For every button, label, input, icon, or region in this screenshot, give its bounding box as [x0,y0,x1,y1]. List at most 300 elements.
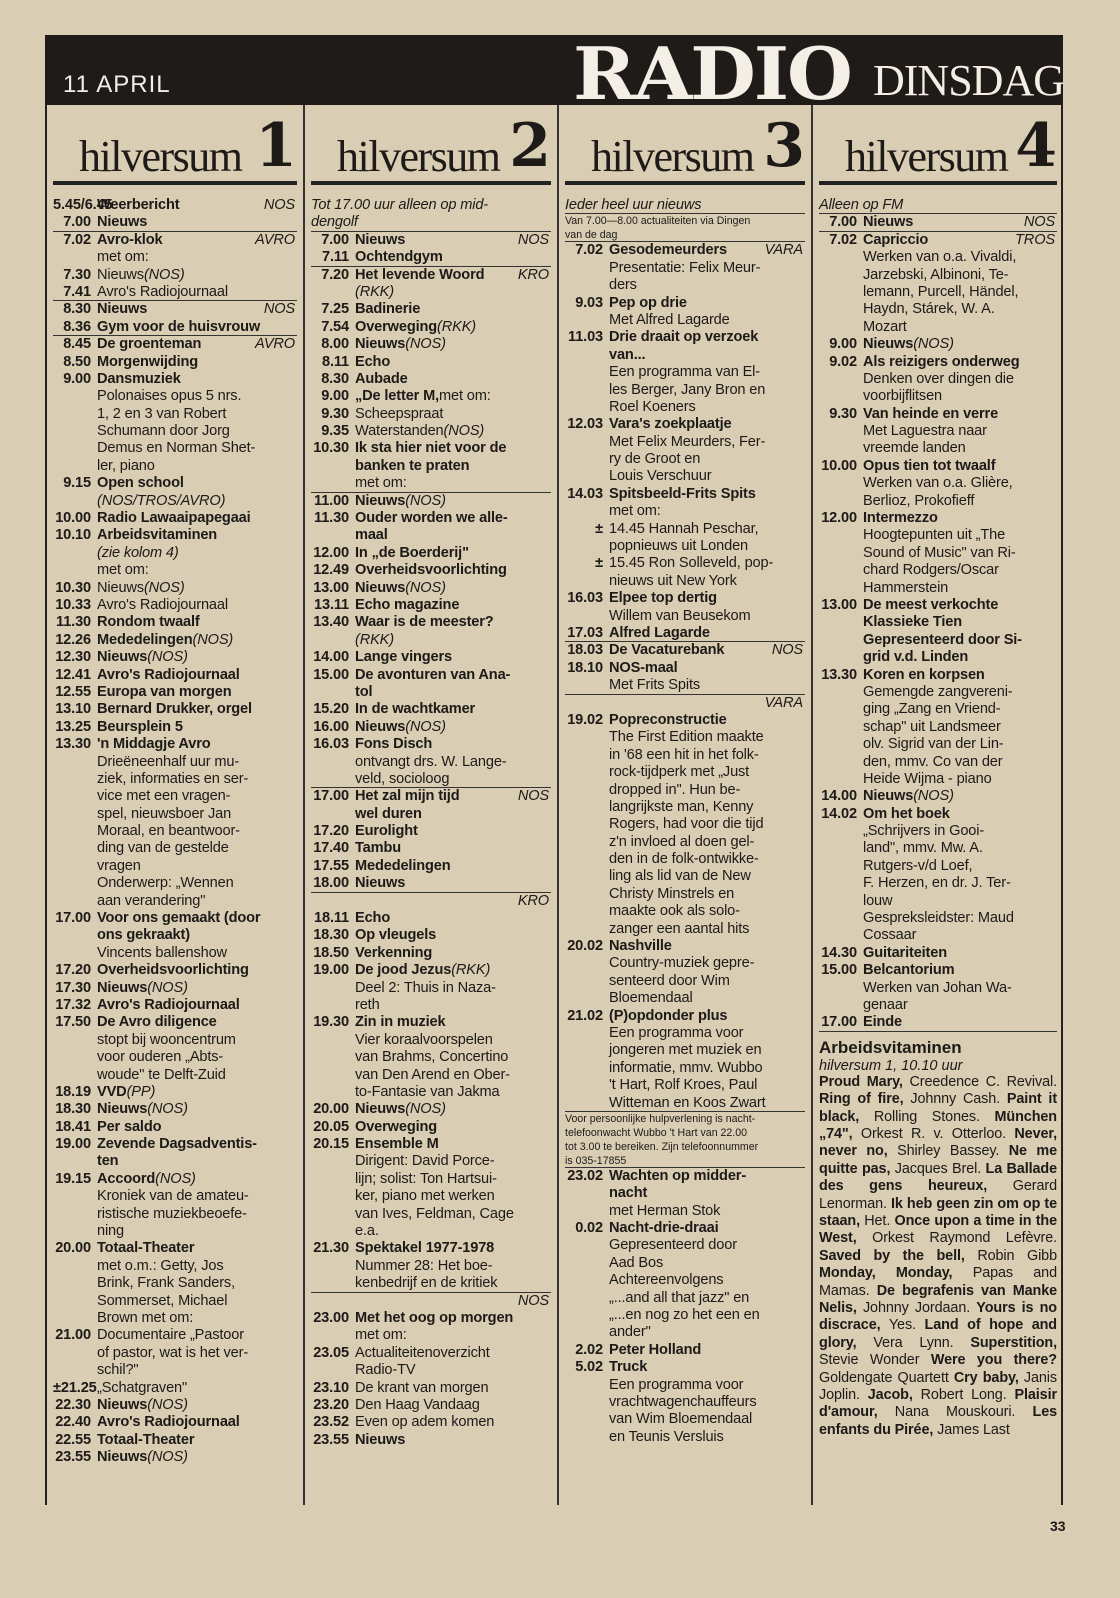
program-info: Christy Minstrels en [609,885,735,902]
time: 18.03 [567,642,603,659]
time: 12.49 [313,562,349,579]
time: 11.30 [314,510,349,527]
schedule-line [311,423,551,440]
schedule-line [311,1362,551,1379]
schedule-line [565,555,805,572]
program-title: Open school [97,475,184,492]
time: 19.02 [567,711,603,728]
time [53,840,97,857]
time [565,364,609,381]
program-info: Gepresenteerd door [609,1237,737,1254]
song-title: Plaisir d'amour, [819,1387,1057,1421]
time: 13.00 [313,579,349,596]
song-title: Les enfants du Pirée, [819,1404,1057,1438]
time: 15.00 [313,666,349,683]
schedule-line [53,649,297,666]
time: 8.30 [321,370,349,387]
schedule-line [819,284,1057,301]
schedule-line [311,1049,551,1066]
program-info: Vincents ballenshow [97,944,227,961]
program-info: ler, piano [97,457,155,474]
program-info: Met Laguestra naar [863,423,987,440]
schedule-line [311,754,551,771]
time [53,493,97,510]
program-info: van Brahms, Concertino [355,1049,509,1066]
time: 9.00 [829,336,857,353]
program-info: ristische muziekbeoefe- [97,1205,247,1222]
schedule-line [311,1206,551,1223]
broadcaster: NOS [263,301,295,318]
schedule-line [311,1258,551,1275]
schedule-line [311,1136,551,1153]
station-number: 4 [1015,111,1057,181]
song-artist: Johnny Cash. [903,1091,1007,1108]
column-hilversum-4 [811,105,1063,1505]
time: 7.54 [321,318,349,335]
program-info: Werken van o.a. Glière, [863,475,1013,492]
program-info: van Den Arend en Ober- [355,1066,510,1083]
time [819,284,863,301]
schedule-line [819,580,1057,597]
time [819,527,863,544]
time [819,562,863,579]
schedule-line [565,1185,805,1202]
schedule-line [311,336,551,353]
time: 13.00 [821,596,857,613]
program-info: zanger een aantal hits [609,920,750,937]
schedule-line [311,1293,551,1310]
time [819,493,863,510]
time: 17.00 [55,910,91,927]
program-info: Hammerstein [863,579,949,596]
schedule-line [53,806,297,823]
schedule-line [565,868,805,885]
schedule-line [565,1272,805,1289]
time [311,997,355,1014]
time [565,1377,609,1394]
program-info: lemann, Purcell, Händel, [863,283,1019,300]
program-note: (NOS) [405,579,446,596]
schedule-line [311,771,551,788]
time: 16.00 [313,718,349,735]
program-title: Drie draait op verzoek [609,329,759,346]
time [565,277,609,294]
page-number: 33 [1050,1518,1066,1534]
schedule-line [53,997,297,1014]
program-title: Voor ons gemaakt (door [97,910,261,927]
schedule-line [819,719,1057,736]
program-info: De krant van morgen [355,1379,489,1396]
schedule-line [819,197,1057,214]
schedule-line [53,1084,297,1101]
time: 7.30 [63,266,91,283]
program-title: Avro's Radiojournaal [97,996,240,1013]
schedule-line [819,388,1057,405]
time [311,284,355,301]
time: 23.55 [55,1449,91,1466]
schedule-line [819,214,1057,231]
program-info: Demus en Norman Shet- [97,440,256,457]
time [565,451,609,468]
station-name: hilversum [79,132,242,181]
time [819,475,863,492]
program-info: senteerd door Wim [609,972,730,989]
time [311,458,355,475]
schedule-line [565,660,805,677]
time: 21.00 [55,1327,91,1344]
schedule-line [311,301,551,318]
schedule-line [53,1014,297,1031]
time [53,562,97,579]
time [53,927,97,944]
song-artist: Jacques Brel. [890,1160,986,1177]
program-title: Lange vingers [355,649,452,666]
song-artist: James Last [933,1421,1010,1438]
schedule-line [53,1136,297,1153]
schedule-line [819,336,1057,353]
schedule-line [565,677,805,694]
schedule-line [565,1008,805,1025]
schedule-line [565,834,805,851]
program-info: Brown met om: [97,1310,194,1326]
time: 12.30 [55,649,91,666]
time: 9.30 [321,405,349,422]
schedule-line [53,284,297,301]
time [819,701,863,718]
time: 17.00 [313,788,349,805]
header-bar [45,31,1064,116]
program-info: Rutgers-v/d Loef, [863,857,973,874]
song-artist: Het. [860,1213,895,1229]
schedule-line [819,875,1057,892]
schedule-line [565,468,805,485]
time [565,677,609,693]
program-title: Intermezzo [863,510,938,527]
schedule-line [53,1101,297,1118]
program-info: e.a. [355,1223,379,1240]
time [565,973,609,990]
program-info: rock-tijdperk met „Just [609,764,750,781]
program-info: olv. Sigrid van der Lin- [863,736,1004,753]
schedule-line [311,649,551,666]
program-title: Nieuws [355,579,406,596]
schedule-line [565,228,805,242]
program-info: met om: [97,562,149,579]
program-title: wel duren [355,805,422,822]
program-title: Badinerie [355,301,421,318]
schedule-list [565,197,805,1446]
schedule-line [53,771,297,788]
time: 10.33 [55,596,91,613]
program-title: Totaal-Theater [97,1240,195,1257]
schedule-line [53,1067,297,1084]
program-info: met om: [355,1327,407,1344]
song-title: München „74", [819,1108,1057,1142]
program-title: Belcantorium [863,962,955,979]
time: 17.03 [567,624,603,641]
schedule-line [565,197,805,214]
program-info: Cossaar [863,927,917,944]
time: 12.26 [55,631,91,648]
program-title: Dansmuziek [97,370,181,387]
schedule-line [53,840,297,857]
schedule-line [819,319,1057,336]
schedule-line [311,493,551,510]
program-title: Het zal mijn tijd [355,788,460,805]
time [53,893,97,910]
schedule-line [53,858,297,875]
section-title: Arbeidsvitaminen [819,1037,962,1057]
schedule-line [565,538,805,555]
schedule-line [311,1414,551,1431]
program-title: Totaal-Theater [97,1431,195,1448]
program-title: Spektakel 1977-1978 [355,1240,495,1257]
schedule-line [565,1154,805,1168]
schedule-line [311,962,551,979]
schedule-line [311,1032,551,1049]
program-title: Echo [355,910,391,927]
time [819,684,863,701]
schedule-line [565,695,805,712]
schedule-line [565,938,805,955]
schedule-line [565,1126,805,1140]
program-title: ons gekraakt) [97,927,190,944]
time [565,399,609,416]
time [311,1032,355,1049]
schedule-line [565,503,805,520]
program-note: (RKK) [355,631,394,648]
time [311,1084,355,1101]
schedule-line [53,1380,297,1397]
schedule-line [819,545,1057,562]
schedule-line [311,1345,551,1362]
program-info: ging „Zang en Vriend- [863,701,1001,718]
program-note: (NOS/TROS/AVRO) [97,492,226,509]
program-info: Nieuws [97,266,144,283]
time: 18.30 [55,1101,91,1118]
time [311,806,355,823]
schedule-line [565,1377,805,1394]
program-note: (NOS) [147,649,188,666]
schedule-line [53,197,297,214]
schedule-line [311,1223,551,1240]
time: 10.10 [55,527,91,544]
schedule-line [311,1240,551,1257]
schedule-line [53,910,297,927]
program-info: les Berger, Jany Bron en [609,381,766,398]
time [819,423,863,440]
time [565,886,609,903]
schedule-line [565,399,805,416]
schedule-line [311,527,551,544]
schedule-line [819,371,1057,388]
time [565,1324,609,1341]
schedule-line [311,1171,551,1188]
schedule-line [819,945,1057,962]
schedule-line [311,875,551,892]
schedule-line [53,1032,297,1049]
program-info: vragen [97,857,141,874]
time [819,910,863,927]
program-info: Kroniek van de amateu- [97,1188,249,1205]
schedule-line [311,562,551,579]
program-note: (NOS) [405,336,446,353]
time [565,382,609,399]
time: 17.00 [821,1014,857,1031]
schedule-line [311,893,551,910]
time: 23.52 [313,1414,349,1431]
time: 23.20 [313,1396,349,1413]
schedule-line [311,214,551,231]
station-heading [565,105,805,185]
time [565,851,609,868]
broadcaster: NOS [517,1292,549,1309]
schedule-line [311,1397,551,1414]
schedule-line [311,684,551,701]
schedule-line [565,955,805,972]
schedule-line [819,667,1057,684]
schedule-line [311,719,551,736]
schedule-line [53,371,297,388]
program-info: is 035-17855 [565,1154,627,1167]
schedule-line [311,354,551,371]
time: 17.50 [55,1014,91,1031]
program-title: Pep op drie [609,294,687,311]
schedule-line [53,1432,297,1449]
program-title: Nieuws [97,1449,148,1466]
broadcaster: KRO [517,892,549,909]
schedule-line [819,649,1057,666]
program-title: Echo [355,353,391,370]
program-title: Vara's zoekplaatje [609,416,732,433]
program-info: kenbedrijf en de kritiek [355,1275,498,1292]
program-title: Per saldo [97,1118,162,1135]
time [311,1171,355,1188]
program-info: langrijkste man, Kenny [609,798,754,815]
program-title: Gym voor de huisvrouw [97,318,261,335]
program-title: Radio Lawaaipapegaai [97,510,251,527]
program-info: ker, piano met werken [355,1188,495,1205]
time [565,764,609,781]
broadcaster: KRO [517,266,549,283]
time [565,1429,609,1446]
program-info: Aad Bos [609,1254,664,1271]
program-info: Mozart [863,318,907,335]
schedule-line [311,1380,551,1397]
weekday: DINSDAG [873,56,1064,105]
time: 16.03 [313,736,349,753]
schedule-line [565,1324,805,1341]
program-title: Ensemble M [355,1136,439,1153]
time [311,754,355,771]
song-title: Once upon a time in the West, [819,1213,1058,1247]
time [311,1153,355,1170]
schedule-line [53,980,297,997]
time [53,1345,97,1362]
program-info: met om: [97,249,149,266]
broadcaster: AVRO [255,231,295,248]
time: 5.45/6.45 [53,197,113,213]
song-title: De begrafenis van Manke Nelis, [819,1282,1057,1317]
program-note: Tot 17.00 uur alleen op mid- [311,197,488,213]
schedule-line [311,1101,551,1118]
time: 9.00 [63,370,91,387]
program-title: Met het oog op morgen [355,1310,514,1326]
schedule-line [53,1258,297,1275]
program-title: Alfred Lagarde [609,624,710,641]
time [311,1223,355,1240]
program-title: In de wachtkamer [355,701,476,718]
program-info: dropped in". Hun be- [609,781,741,798]
program-info: The First Edition maakte [609,729,764,746]
song-artist: Creedence C. Revival. [902,1073,1057,1090]
schedule-line [565,521,805,538]
time: 7.00 [63,214,91,231]
time: 20.00 [55,1240,91,1257]
time: 9.00 [321,388,349,405]
time [311,1362,355,1379]
program-title: Nieuws [355,1431,406,1448]
program-info: Nummer 28: Het boe- [355,1257,493,1274]
program-info: woude" te Delft-Zuid [97,1066,226,1083]
station-number: 3 [763,111,805,181]
schedule-line [819,736,1057,753]
time: 11.30 [56,614,91,631]
schedule-line [53,719,297,736]
song-artist: Johnny Jordaan. [856,1300,977,1317]
program-info: Van 7.00—8.00 actualiteiten via Dingen [565,215,751,228]
program-info: ry de Groot en [609,451,701,468]
schedule-line [565,347,805,364]
schedule-line [565,712,805,729]
song-title: Cry baby, [953,1369,1019,1386]
schedule-line [819,562,1057,579]
time: 7.11 [322,249,349,266]
time: 12.00 [313,544,349,561]
schedule-line [311,510,551,527]
program-info: louw [863,892,893,909]
program-title: Nieuws [863,788,914,805]
time [819,927,863,944]
schedule-line [565,214,805,228]
program-title: Nieuws [863,214,914,231]
schedule-line [311,1432,551,1449]
time [819,893,863,910]
time: 14.00 [821,788,857,805]
program-title: Ik sta hier niet voor de [355,440,507,457]
song-artist: Stevie Wonder [819,1352,931,1369]
schedule-line [53,527,297,544]
time: 7.00 [321,231,349,248]
schedule-line [819,962,1057,979]
time: 13.30 [55,736,91,753]
song-artist: Robert Long. [912,1387,1015,1404]
schedule-line [565,608,805,625]
program-info: F. Herzen, en dr. J. Ter- [863,875,1011,892]
schedule-line [53,510,297,527]
schedule-line [565,903,805,920]
program-note: (PP) [126,1083,156,1100]
program-title: Nieuws [97,301,148,318]
time [53,423,97,440]
schedule-line [53,1310,297,1327]
broadcaster: AVRO [255,336,295,353]
program-title: Nieuws [97,1101,148,1118]
schedule-line [53,754,297,771]
schedule-line [311,197,551,214]
schedule-line [819,997,1057,1014]
program-info: Dirigent: David Porce- [355,1153,495,1170]
